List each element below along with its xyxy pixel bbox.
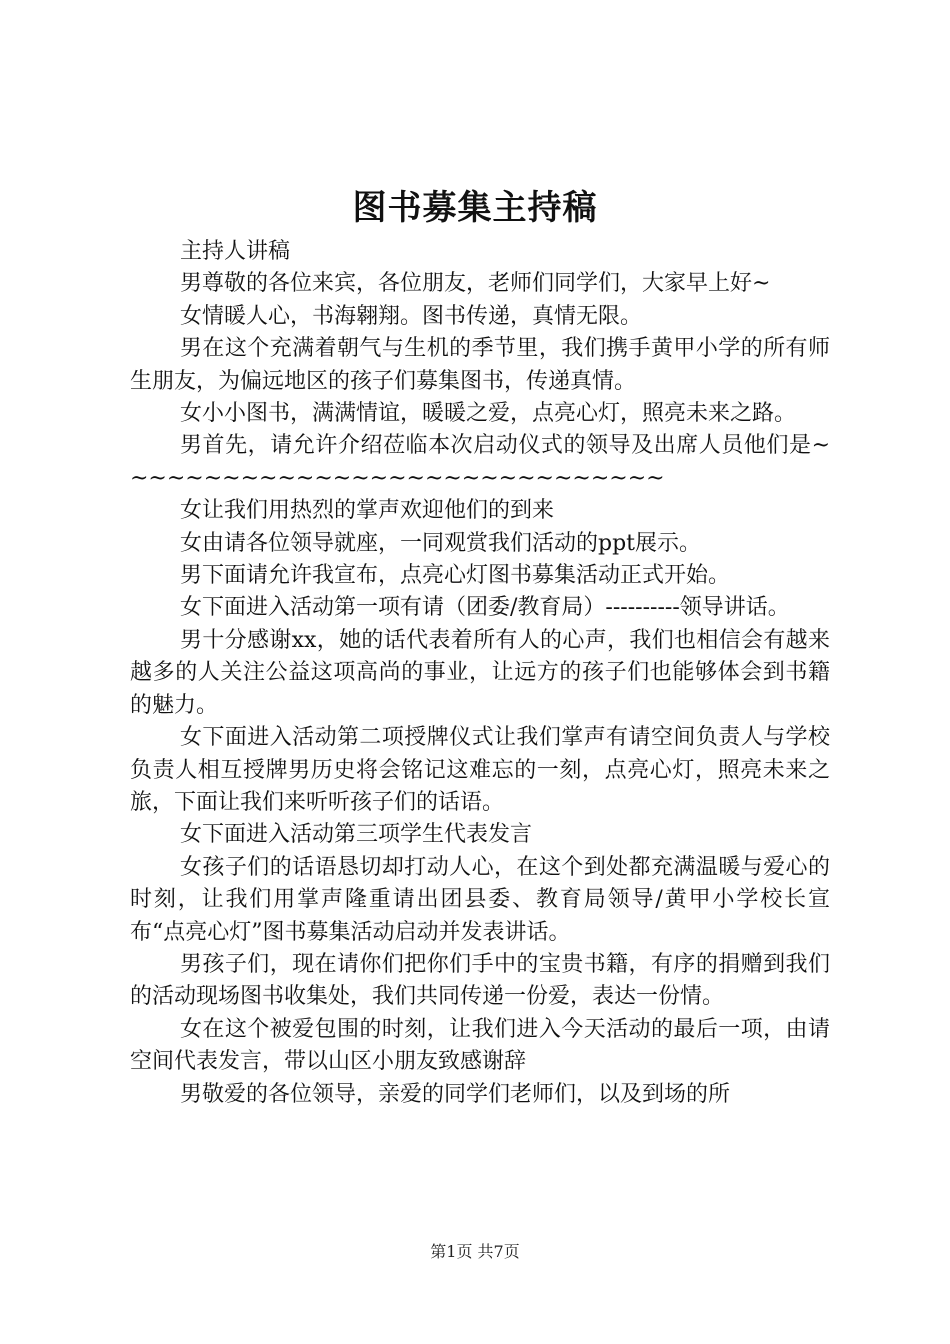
paragraph: 男在这个充满着朝气与生机的季节里，我们携手黄甲小学的所有师生朋友，为偏远地区的孩子们募集图书，传递真情。 [130, 336, 830, 394]
paragraph: 女由请各位领导就座，一同观赏我们活动的ppt展示。 [180, 530, 702, 556]
paragraph: 女小小图书，满满情谊，暖暖之爱，点亮心灯，照亮未来之路。 [180, 401, 797, 427]
paragraph: 女在这个被爱包围的时刻，让我们进入今天活动的最后一项，由请空间代表发言，带以山区小朋友致感谢辞 [130, 1016, 830, 1075]
paragraph: 女下面进入活动第一项有请（团委/教育局）----------领导讲话。 [180, 595, 790, 621]
paragraph: 男孩子们，现在请你们把你们手中的宝贵书籍，有序的捐赠到我们的活动现场图书收集处，我们共同传递一份爱，表达一份情。 [130, 951, 830, 1010]
paragraph: 女孩子们的话语恳切却打动人心，在这个到处都充满温暖与爱心的时刻，让我们用掌声隆重请出团县委、教育局领导/黄甲小学校长宣布“点亮心灯”图书募集活动启动并发表讲话。 [130, 854, 830, 945]
paragraph: 女下面进入活动第二项授牌仪式让我们掌声有请空间负责人与学校负责人相互授牌男历史将会铭记这难忘的一刻，点亮心灯，照亮未来之旅，下面让我们来听听孩子们的话语。 [130, 725, 830, 815]
paragraph: 男下面请允许我宣布，点亮心灯图书募集活动正式开始。 [180, 563, 731, 589]
paragraph: 男敬爱的各位领导，亲爱的同学们老师们，以及到场的所 [180, 1081, 731, 1107]
paragraph: 主持人讲稿 [180, 239, 291, 264]
paragraph: 女下面进入活动第三项学生代表发言 [180, 822, 533, 848]
document-title: 图书募集主持稿 [352, 188, 598, 228]
paragraph: 男尊敬的各位来宾，各位朋友，老师们同学们，大家早上好~ [180, 271, 771, 297]
paragraph: 男首先，请允许介绍莅临本次启动仪式的领导及出席人员他们是~~~~~~~~~~~~~~~~~~~~~~~~~~~~~~ [130, 433, 830, 491]
paragraph: 女让我们用热烈的掌声欢迎他们的到来 [180, 498, 555, 524]
paragraph: 女情暖人心，书海翱翔。图书传递，真情无限。 [180, 303, 643, 329]
page-footer: 第1页 共7页 [430, 1242, 520, 1261]
document-body [130, 236, 830, 1111]
paragraph: 男十分感谢xx，她的话代表着所有人的心声，我们也相信会有越来越多的人关注公益这项高尚的事业，让远方的孩子们也能够体会到书籍的魅力。 [130, 627, 830, 718]
